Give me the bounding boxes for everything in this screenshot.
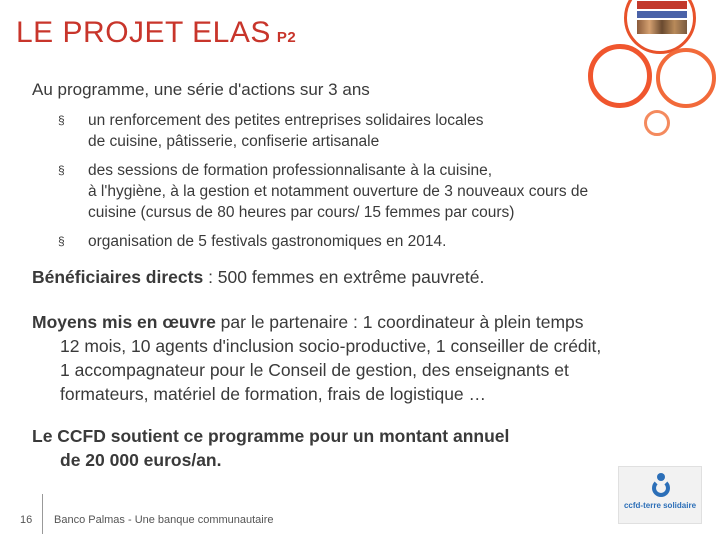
footer-caption: Banco Palmas - Une banque communautaire — [54, 514, 274, 526]
funding-paragraph — [32, 424, 702, 472]
beneficiaries-label: Bénéficiaires directs — [32, 267, 204, 287]
funding-line: de 20 000 euros/an. — [60, 450, 222, 470]
bullet-icon: § — [58, 113, 65, 127]
logo-text: ccfd-terre solidaire — [623, 501, 697, 510]
photo-circle — [624, 0, 696, 54]
intro-prefix: Au programme, — [32, 80, 154, 99]
means-line: 1 accompagnateur pour le Conseil de gestion, des enseignants et — [60, 360, 569, 380]
action-list — [58, 110, 698, 260]
logo-arc-icon — [652, 479, 670, 497]
list-item — [58, 231, 698, 252]
bullet-line: un renforcement des petites entreprises solidaires locales — [88, 112, 484, 129]
bullet-line: de cuisine, pâtisserie, confiserie artisanale — [88, 133, 380, 150]
orange-ring-large — [588, 44, 652, 108]
funding-line: Le CCFD soutient ce programme pour un montant annuel — [32, 426, 510, 446]
intro-emphasis: une série d'actions — [153, 80, 296, 99]
bullet-line: à l'hygiène, à la gestion et notamment ouverture de 3 nouveaux cours de — [88, 183, 589, 200]
bullet-line: des sessions de formation professionnalisante à la cuisine, — [88, 162, 493, 179]
bullet-icon: § — [58, 234, 65, 248]
means-paragraph — [32, 310, 702, 406]
title-text: LE PROJET ELAS — [16, 16, 271, 49]
bullet-icon: § — [58, 163, 65, 177]
beneficiaries-paragraph — [32, 265, 702, 289]
ccfd-logo — [618, 466, 702, 524]
bullet-line: cuisine (cursus de 80 heures par cours/ 15 femmes par cours) — [88, 204, 515, 221]
title-page-marker: P2 — [276, 29, 297, 46]
means-label: Moyens mis en œuvre — [32, 312, 216, 332]
intro-line — [32, 80, 370, 100]
means-line: par le partenaire : 1 coordinateur à plein temps — [215, 312, 584, 332]
group-photo — [637, 1, 687, 37]
list-item — [58, 160, 698, 223]
footer-divider — [42, 494, 43, 534]
page-number: 16 — [20, 514, 33, 526]
bullet-line: organisation de 5 festivals gastronomiques en 2014. — [88, 233, 447, 250]
list-item — [58, 110, 698, 152]
orange-ring-right — [656, 48, 716, 108]
intro-suffix: sur 3 ans — [295, 80, 370, 99]
means-line: 12 mois, 10 agents d'inclusion socio-productive, 1 conseiller de crédit, — [60, 336, 602, 356]
beneficiaries-text: : 500 femmes en extrême pauvreté. — [203, 267, 485, 287]
slide-title — [16, 16, 296, 50]
means-line: formateurs, matériel de formation, frais de logistique … — [60, 384, 487, 404]
